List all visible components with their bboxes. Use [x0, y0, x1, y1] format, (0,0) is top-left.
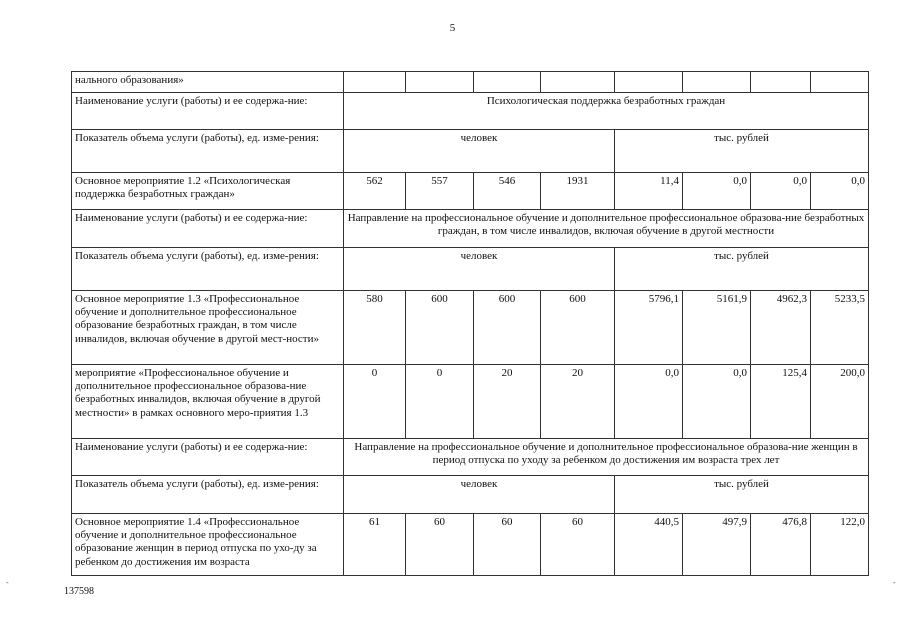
value-cell: 0,0 — [683, 365, 751, 439]
value-cell — [811, 72, 869, 93]
scan-edge-mark: - — [6, 578, 9, 587]
unit-volume-cell: человек — [344, 130, 615, 173]
value-cell: 5161,9 — [683, 291, 751, 365]
row-label: нального образования» — [72, 72, 344, 93]
value-cell: 562 — [344, 173, 406, 210]
table-row — [72, 439, 869, 476]
value-cell: 60 — [474, 514, 541, 576]
service-name-cell: Направление на профессиональное обучение и дополнительное профессиональное образова-ние женщин в период отпуска по уходу за ребенком до достижения им возраста трех лет — [344, 439, 869, 476]
value-cell — [751, 72, 811, 93]
value-cell: 580 — [344, 291, 406, 365]
unit-finance-cell: тыс. рублей — [615, 476, 869, 514]
program-table — [71, 71, 869, 576]
value-cell: 5233,5 — [811, 291, 869, 365]
row-label: Наименование услуги (работы) и ее содержа-ние: — [72, 210, 344, 248]
table-row — [72, 173, 869, 210]
value-cell — [344, 72, 406, 93]
value-cell — [615, 72, 683, 93]
value-cell: 60 — [541, 514, 615, 576]
value-cell: 11,4 — [615, 173, 683, 210]
row-label: Наименование услуги (работы) и ее содержа-ние: — [72, 93, 344, 130]
value-cell: 440,5 — [615, 514, 683, 576]
row-label: Показатель объема услуги (работы), ед. изме-рения: — [72, 248, 344, 291]
value-cell: 125,4 — [751, 365, 811, 439]
table-row — [72, 248, 869, 291]
value-cell: 546 — [474, 173, 541, 210]
row-label: мероприятие «Профессиональное обучение и дополнительное профессиональное образова-ние безработных инвалидов, включая обучение в другой местности» в рамках основного меро-приятия 1.3 — [72, 365, 344, 439]
scan-edge-mark: - — [893, 578, 896, 587]
service-name-cell: Психологическая поддержка безработных граждан — [344, 93, 869, 130]
row-label: Основное мероприятие 1.4 «Профессиональное обучение и дополнительное профессиональное образование женщин в период отпуска по ухо-ду за ребенком до достижения им возраста — [72, 514, 344, 576]
value-cell: 200,0 — [811, 365, 869, 439]
unit-volume-cell: человек — [344, 476, 615, 514]
value-cell: 61 — [344, 514, 406, 576]
value-cell: 122,0 — [811, 514, 869, 576]
value-cell: 0,0 — [811, 173, 869, 210]
value-cell — [406, 72, 474, 93]
value-cell: 600 — [474, 291, 541, 365]
unit-finance-cell: тыс. рублей — [615, 130, 869, 173]
value-cell: 497,9 — [683, 514, 751, 576]
value-cell: 4962,3 — [751, 291, 811, 365]
table-row — [72, 210, 869, 248]
value-cell: 0,0 — [683, 173, 751, 210]
service-name-cell: Направление на профессиональное обучение и дополнительное профессиональное образова-ние безработных граждан, в том числе инвалидов, включая обучение в другой местности — [344, 210, 869, 248]
row-label: Показатель объема услуги (работы), ед. изме-рения: — [72, 476, 344, 514]
value-cell: 0 — [344, 365, 406, 439]
row-label: Наименование услуги (работы) и ее содержа-ние: — [72, 439, 344, 476]
unit-finance-cell: тыс. рублей — [615, 248, 869, 291]
value-cell: 0,0 — [751, 173, 811, 210]
value-cell — [683, 72, 751, 93]
value-cell: 1931 — [541, 173, 615, 210]
value-cell: 20 — [474, 365, 541, 439]
page-number: 5 — [449, 22, 456, 34]
value-cell — [541, 72, 615, 93]
value-cell: 60 — [406, 514, 474, 576]
row-label: Основное мероприятие 1.3 «Профессиональное обучение и дополнительное профессиональное образование безработных граждан, в том числе инвалидов, включая обучение в другой мест-ности» — [72, 291, 344, 365]
value-cell — [474, 72, 541, 93]
table-row — [72, 365, 869, 439]
table-row — [72, 476, 869, 514]
table-row — [72, 130, 869, 173]
document-code: 137598 — [64, 586, 94, 597]
value-cell: 0,0 — [615, 365, 683, 439]
value-cell: 5796,1 — [615, 291, 683, 365]
row-label: Показатель объема услуги (работы), ед. изме-рения: — [72, 130, 344, 173]
table-row — [72, 514, 869, 576]
value-cell: 476,8 — [751, 514, 811, 576]
table-row — [72, 93, 869, 130]
value-cell: 0 — [406, 365, 474, 439]
value-cell: 557 — [406, 173, 474, 210]
table-row — [72, 291, 869, 365]
value-cell: 20 — [541, 365, 615, 439]
value-cell: 600 — [406, 291, 474, 365]
table-row — [72, 72, 869, 93]
row-label: Основное мероприятие 1.2 «Психологическая поддержка безработных граждан» — [72, 173, 344, 210]
value-cell: 600 — [541, 291, 615, 365]
unit-volume-cell: человек — [344, 248, 615, 291]
